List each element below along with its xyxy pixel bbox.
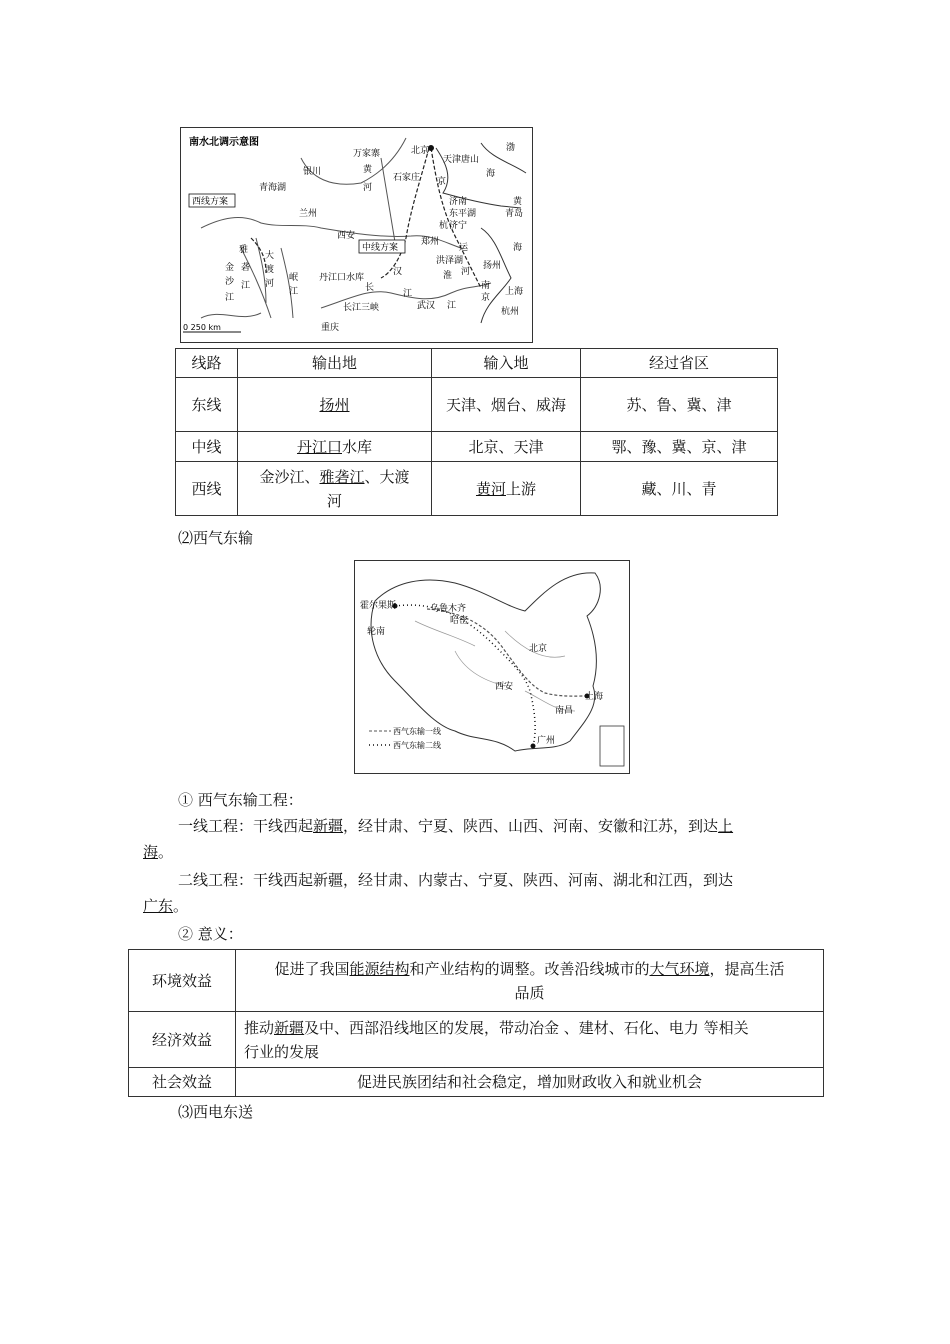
map1-title: 南水北调示意图 [189, 137, 259, 148]
paragraph [143, 840, 173, 864]
text: 推动 [244, 1018, 275, 1037]
mid-plan-label: 中线方案 [362, 243, 399, 253]
table-header: 输出地 [238, 349, 432, 378]
table-cell: 苏、鲁、冀、津 [581, 378, 778, 432]
water-routes-table [175, 348, 778, 516]
map1-label: 长 [365, 283, 375, 293]
map2-label: 西安 [495, 682, 514, 692]
paragraph: ① 西气东输工程： [178, 791, 303, 809]
map1-label: 济南 [449, 197, 468, 207]
west-east-gas-map-svg [355, 561, 629, 773]
section-heading: ⑶西电东送 [178, 1103, 254, 1121]
table-cell [236, 1012, 824, 1068]
map1-label: 杭州 [501, 307, 520, 317]
table-cell: 鄂、豫、冀、京、津 [581, 432, 778, 462]
underlined-answer: 海 [143, 843, 159, 861]
cell-text: 水库 [342, 437, 373, 456]
table-row [176, 378, 778, 432]
map1-label: 北京 [411, 146, 430, 156]
map1-label: 京 [481, 293, 491, 303]
map1-label: 杭 [439, 221, 449, 231]
map1-label: 雅 [239, 245, 249, 255]
map2-legend-line2: 西气东输二线 [393, 741, 441, 750]
underlined-answer: 雅砻江 [319, 467, 365, 486]
table-row [129, 1068, 824, 1097]
table-row [176, 432, 778, 462]
map1-label: 南 [481, 281, 491, 291]
paragraph [143, 894, 188, 918]
text: 一线工程：干线西起 [178, 817, 314, 835]
south-north-water-map-svg [181, 128, 532, 342]
table-row [129, 1012, 824, 1068]
table-cell: 促进民族团结和社会稳定，增加财政收入和就业机会 [236, 1068, 824, 1097]
map2-legend-line1: 西气东输一线 [393, 727, 441, 736]
cell-text: 金沙江、 [259, 467, 320, 486]
underlined-answer: 广东 [143, 897, 174, 915]
map1-scale: 0 250 km [183, 323, 221, 332]
underlined-answer: 新疆 [313, 817, 344, 835]
text: ，经甘肃、宁夏、陕西、山西、河南、安徽和江苏，到达 [343, 817, 719, 835]
table-cell: 经济效益 [129, 1012, 236, 1068]
table-header: 经过省区 [581, 349, 778, 378]
map1-label: 岷 [289, 273, 299, 283]
map1-label: 唐山 [461, 155, 480, 165]
map1-label: 江 [403, 289, 413, 299]
text: 促进了我国 [274, 959, 350, 978]
west-east-gas-map [354, 560, 630, 774]
table-cell [432, 462, 581, 516]
table-cell [238, 432, 432, 462]
map2-label: 北京 [529, 644, 548, 654]
map1-label: 扬州 [483, 261, 502, 271]
underlined-answer: 丹江口 [296, 437, 342, 456]
table-cell: 环境效益 [129, 950, 236, 1012]
table-cell [238, 378, 432, 432]
map1-label: 江 [447, 301, 457, 311]
map1-label: 河 [363, 183, 373, 193]
map1-label: 青海湖 [259, 183, 287, 193]
map1-label: 石家庄 [393, 173, 421, 183]
map1-label: 武汉 [417, 301, 436, 311]
map1-label: 河 [461, 267, 471, 277]
table-row [129, 950, 824, 1012]
map1-label: 兰州 [299, 209, 318, 219]
map1-label: 黄 [513, 197, 523, 207]
map2-label: 广州 [537, 736, 556, 746]
paragraph [178, 814, 733, 838]
table-cell: 北京、天津 [432, 432, 581, 462]
map1-label: 江 [225, 293, 235, 303]
map2-label: 乌鲁木齐 [430, 604, 467, 614]
table-header: 线路 [176, 349, 238, 378]
table-cell: 东线 [176, 378, 238, 432]
south-north-water-map [180, 127, 533, 343]
text: 。 [173, 897, 189, 915]
map1-label: 济宁 [449, 221, 468, 231]
text: 行业的发展 [244, 1042, 320, 1061]
map1-label: 黄 [363, 165, 373, 175]
table-cell: 西线 [176, 462, 238, 516]
map1-label: 渡 [265, 265, 275, 275]
map1-label: 砻 [241, 263, 251, 273]
underlined-answer: 上 [718, 817, 734, 835]
underlined-answer: 能源结构 [349, 959, 410, 978]
map1-label: 渤 [506, 143, 516, 153]
west-plan-label: 西线方案 [192, 197, 229, 207]
table-cell: 天津、烟台、威海 [432, 378, 581, 432]
table-cell [236, 950, 824, 1012]
underlined-answer: 新疆 [274, 1018, 305, 1037]
text: 和产业结构的调整。改善沿线城市的 [409, 959, 650, 978]
map1-label: 丹江口水库 [319, 273, 365, 283]
map1-label: 沙 [225, 277, 235, 287]
map1-label: 金 [225, 263, 235, 273]
table-cell: 藏、川、青 [581, 462, 778, 516]
map1-label: 淮 [443, 271, 453, 281]
map1-label: 京 [437, 177, 447, 187]
table-cell [238, 462, 432, 516]
map1-label: 运 [459, 243, 469, 253]
map2-label: 哈密 [450, 616, 469, 626]
map1-label: 万家寨 [353, 149, 381, 159]
section-heading: ⑵西气东输 [178, 529, 254, 547]
map1-label: 海 [513, 243, 523, 253]
table-row [176, 349, 778, 378]
map1-label: 河 [265, 279, 275, 289]
map1-label: 洪泽湖 [436, 256, 464, 266]
map1-label: 上海 [505, 287, 524, 297]
benefits-table [128, 949, 824, 1097]
underlined-answer: 大气环境 [649, 959, 710, 978]
map1-label: 天津 [443, 155, 462, 165]
text: 及中、西部沿线地区的发展，带动冶金 、建材、石化、电力 等相关 [304, 1018, 749, 1037]
table-cell: 社会效益 [129, 1068, 236, 1097]
map1-label: 江 [241, 281, 251, 291]
map1-label: 青岛 [505, 209, 524, 219]
map1-label: 郑州 [421, 237, 440, 247]
map1-label: 银川 [303, 167, 322, 177]
text: ，提高生活 [709, 959, 785, 978]
table-header: 输入地 [432, 349, 581, 378]
paragraph: ② 意义： [178, 925, 243, 943]
table-row [176, 462, 778, 516]
map1-label: 东平湖 [449, 209, 477, 219]
map1-label: 大 [265, 251, 275, 261]
map1-label: 重庆 [321, 323, 340, 333]
map2-label: 轮南 [367, 627, 386, 637]
text: 。 [158, 843, 174, 861]
paragraph: 二线工程：干线西起新疆，经甘肃、内蒙古、宁夏、陕西、河南、湖北和江西，到达 [178, 871, 734, 889]
map1-label: 江 [289, 287, 299, 297]
underlined-answer: 扬州 [319, 395, 350, 414]
map2-label: 上海 [585, 692, 604, 702]
map1-label: 汉 [393, 267, 403, 277]
text: 品质 [514, 983, 545, 1002]
cell-text: 、大渡河 [326, 467, 410, 510]
map1-label: 西安 [337, 231, 356, 241]
table-cell: 中线 [176, 432, 238, 462]
map2-label: 南昌 [555, 706, 574, 716]
underlined-answer: 黄河 [475, 479, 506, 498]
map1-label: 海 [486, 169, 496, 179]
map1-label: 长江三峡 [343, 303, 380, 313]
map2-label: 霍尔果斯 [360, 601, 397, 611]
cell-text: 上游 [506, 479, 537, 498]
